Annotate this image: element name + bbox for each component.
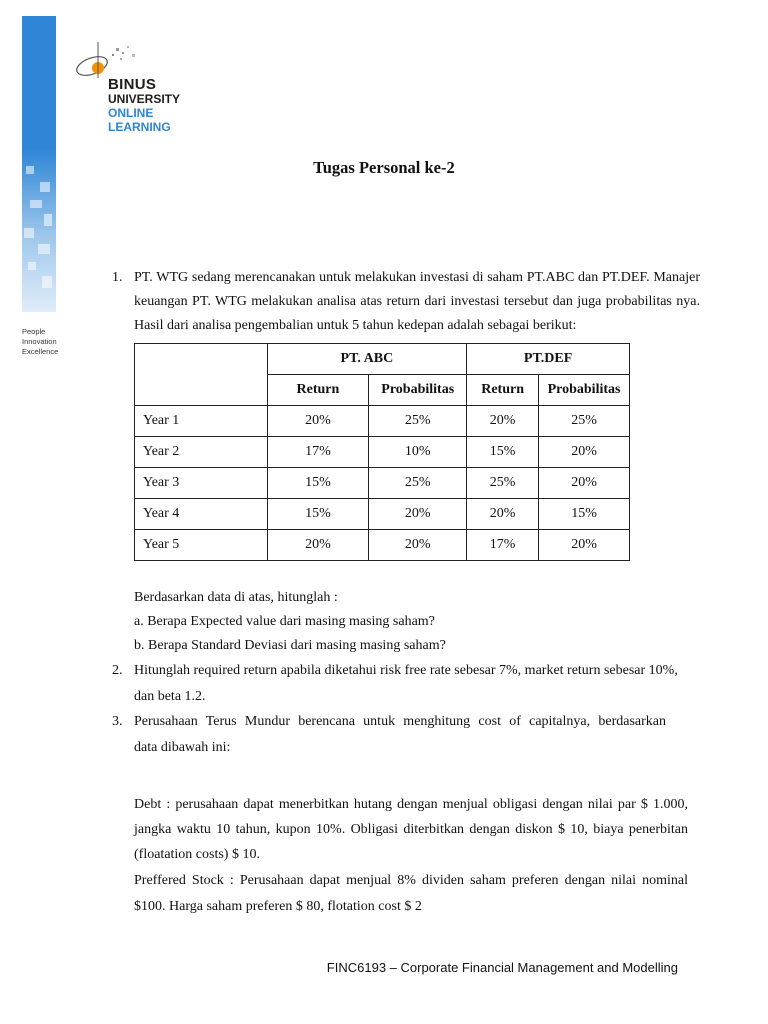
table-subheader-probabilitas: Probabilitas <box>369 375 467 406</box>
logo-line-learning: LEARNING <box>108 120 171 134</box>
table-subheader-return: Return <box>467 375 539 406</box>
tagline-line: Innovation <box>22 337 57 346</box>
table-cell: 17% <box>267 437 369 468</box>
preferred-stock-line: Preffered Stock : Perusahaan dapat menjual 8% dividen saham preferen dengan nilai nominal <box>134 873 688 888</box>
tagline <box>22 327 58 357</box>
debt-line: jangka waktu 10 tahun, kupon 10%. Obligasi diterbitkan dengan diskon $ 10, biaya penerbitan <box>134 822 688 837</box>
table-cell: 25% <box>467 468 539 499</box>
table-cell: 25% <box>369 468 467 499</box>
question-1-number: 1. <box>112 270 123 285</box>
table-cell: 10% <box>369 437 467 468</box>
table-cell: 20% <box>467 406 539 437</box>
sub-question-a: a. Berapa Expected value dari masing masing saham? <box>134 614 435 629</box>
table-cell: 20% <box>539 530 630 561</box>
table-row <box>135 468 630 499</box>
tagline-line: Excellence <box>22 347 59 356</box>
table-cell: 15% <box>267 468 369 499</box>
page-title: Tugas Personal ke-2 <box>313 158 455 177</box>
table-subheader-return: Return <box>267 375 369 406</box>
instructions-intro: Berdasarkan data di atas, hitunglah : <box>134 590 338 605</box>
footer-course-label: FINC6193 – Corporate Financial Management and Modelling <box>326 960 678 975</box>
table-cell: 25% <box>539 406 630 437</box>
table-cell: 20% <box>267 530 369 561</box>
row-label: Year 2 <box>135 437 268 468</box>
binus-logo-mark-icon <box>72 40 202 80</box>
table-row <box>135 406 630 437</box>
table-header-pt-def: PT.DEF <box>467 344 630 375</box>
binus-logo <box>72 40 202 140</box>
question-3-line: Perusahaan Terus Mundur berencana untuk menghitung cost of capitalnya, berdasarkan <box>134 714 666 729</box>
table-corner-cell <box>135 344 268 406</box>
logo-line-online: ONLINE <box>108 106 154 120</box>
table-cell: 17% <box>467 530 539 561</box>
logo-line-binus: BINUS <box>108 76 157 93</box>
question-2-line: Hitunglah required return apabila diketahui risk free rate sebesar 7%, market return sebesar 10%, <box>134 663 678 678</box>
row-label: Year 3 <box>135 468 268 499</box>
table-cell: 25% <box>369 406 467 437</box>
question-1-line: Hasil dari analisa pengembalian untuk 5 tahun kedepan adalah sebagai berikut: <box>134 318 577 333</box>
table-cell: 20% <box>539 437 630 468</box>
question-1-line: keuangan PT. WTG melakukan analisa atas return dari investasi tersebut dan juga probabilitas nya. <box>134 294 700 309</box>
table-cell: 15% <box>467 437 539 468</box>
row-label: Year 4 <box>135 499 268 530</box>
table-row <box>135 530 630 561</box>
sub-question-b: b. Berapa Standard Deviasi dari masing masing saham? <box>134 638 446 653</box>
table-header-pt-abc: PT. ABC <box>267 344 467 375</box>
table-row <box>135 437 630 468</box>
table-cell: 15% <box>539 499 630 530</box>
question-3-number: 3. <box>112 714 123 729</box>
row-label: Year 5 <box>135 530 268 561</box>
table-cell: 20% <box>369 530 467 561</box>
question-2-line: dan beta 1.2. <box>134 689 206 704</box>
row-label: Year 1 <box>135 406 268 437</box>
question-3-line: data dibawah ini: <box>134 740 231 755</box>
table-cell: 20% <box>267 406 369 437</box>
returns-table <box>134 343 630 561</box>
logo-line-university: UNIVERSITY <box>108 92 181 106</box>
preferred-stock-line: $100. Harga saham preferen $ 80, flotation cost $ 2 <box>134 899 422 914</box>
table-subheader-probabilitas: Probabilitas <box>539 375 630 406</box>
table-cell: 20% <box>369 499 467 530</box>
debt-line: Debt : perusahaan dapat menerbitkan hutang dengan menjual obligasi dengan nilai par $ 1.000, <box>134 797 688 812</box>
table-row <box>135 499 630 530</box>
question-2-number: 2. <box>112 663 123 678</box>
tagline-line: People <box>22 327 46 336</box>
debt-line: (floatation costs) $ 10. <box>134 847 260 862</box>
table-cell: 20% <box>539 468 630 499</box>
table-cell: 15% <box>267 499 369 530</box>
table-cell: 20% <box>467 499 539 530</box>
question-1-line: PT. WTG sedang merencanakan untuk melakukan investasi di saham PT.ABC dan PT.DEF. Manajer <box>134 270 700 285</box>
